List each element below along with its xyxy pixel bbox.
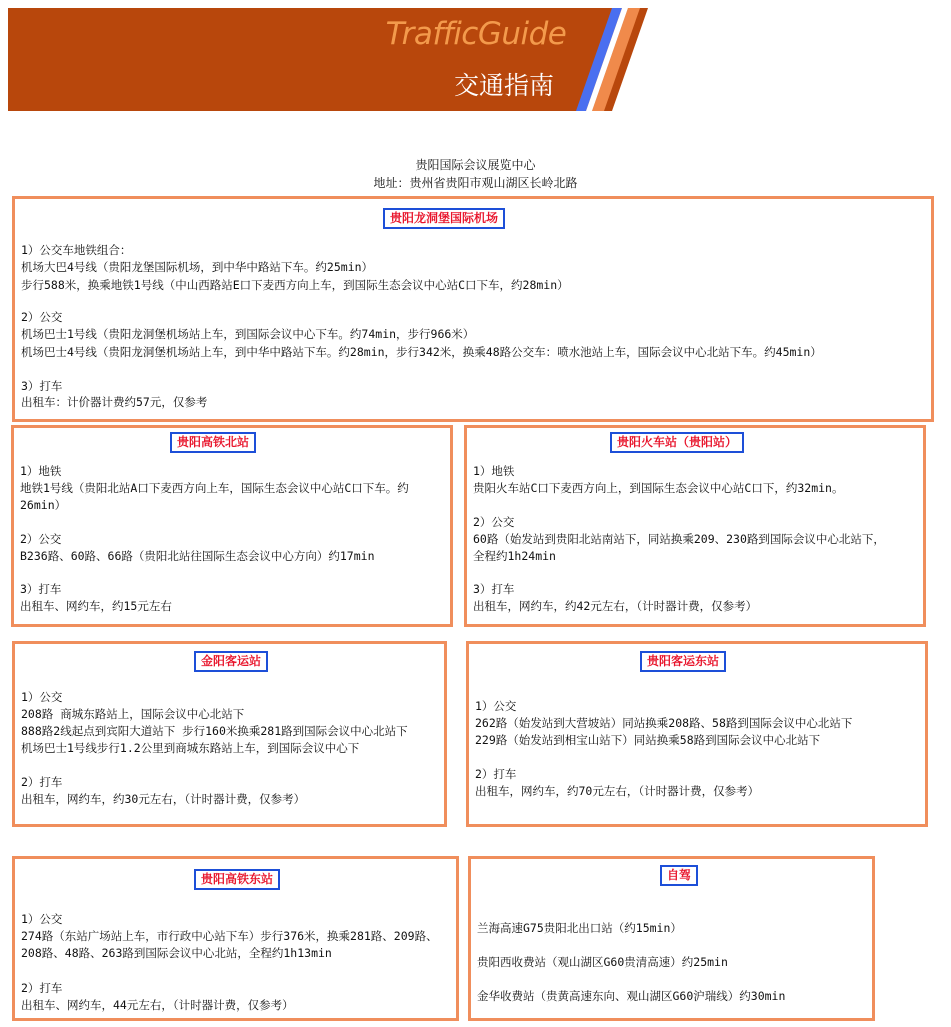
hsr-east-line: 274路（东站广场站上车，市行政中心站下车）步行376米，换乘281路、209路、	[21, 929, 438, 943]
airport-line: 1）公交车地铁组合：	[21, 243, 132, 257]
section-title-hsr-east: 贵阳高铁东站	[194, 869, 280, 890]
airport-line: 步行588米，换乘地铁1号线（中山西路站E口下麦西方向上车，到国际生态会议中心站C口下车，约28min）	[21, 278, 569, 292]
train-station-line: 3）打车	[473, 582, 515, 596]
hsr-north-line: B236路、60路、66路（贵阳北站往国际生态会议中心方向）约17min	[20, 549, 375, 563]
jinyang-bus-line: 888路2线起点到宾阳大道站下 步行160米换乘281路到国际会议中心北站下	[21, 724, 408, 738]
section-self-drive	[468, 856, 875, 1021]
east-bus-line: 2）打车	[475, 767, 517, 781]
train-station-line: 1）地铁	[473, 464, 515, 478]
hsr-north-line: 地铁1号线（贵阳北站A口下麦西方向上车，国际生态会议中心站C口下车。约	[20, 481, 409, 495]
jinyang-bus-line: 208路 商城东路站上，国际会议中心北站下	[21, 707, 245, 721]
airport-line: 机场大巴4号线（贵阳龙堡国际机场，到中华中路站下车。约25min）	[21, 260, 374, 274]
section-jinyang-bus	[12, 641, 447, 827]
section-title-east-bus: 贵阳客运东站	[640, 651, 726, 672]
hsr-north-line: 3）打车	[20, 582, 62, 596]
train-station-line: 全程约1h24min	[473, 549, 556, 563]
hsr-east-line: 出租车、网约车，44元左右，（计时器计费，仅参考）	[21, 998, 294, 1012]
section-title-airport: 贵阳龙洞堡国际机场	[383, 208, 505, 229]
venue-address: 地址：贵州省贵阳市观山湖区长岭北路	[373, 176, 578, 190]
hsr-east-line: 208路、48路、263路到国际会议中心北站，全程约1h13min	[21, 946, 332, 960]
hsr-north-line: 2）公交	[20, 532, 62, 546]
banner-title-en: TrafficGuide	[385, 16, 567, 52]
airport-line: 2）公交	[21, 310, 63, 324]
jinyang-bus-line: 机场巴士1号线步行1.2公里到商城东路站上车，到国际会议中心下	[21, 741, 360, 755]
section-title-jinyang-bus: 金阳客运站	[194, 651, 268, 672]
section-east-bus	[466, 641, 928, 827]
section-title-hsr-north: 贵阳高铁北站	[170, 432, 256, 453]
jinyang-bus-line: 出租车，网约车，约30元左右，（计时器计费，仅参考）	[21, 792, 306, 806]
jinyang-bus-line: 1）公交	[21, 690, 63, 704]
section-airport	[12, 196, 934, 422]
venue-name: 贵阳国际会议展览中心	[415, 158, 536, 172]
train-station-line: 60路（始发站到贵阳北站南站下，同站换乘209、230路到国际会议中心北站下，	[473, 532, 885, 546]
hsr-north-line: 出租车、网约车，约15元左右	[20, 599, 172, 613]
east-bus-line: 出租车，网约车，约70元左右，（计时器计费，仅参考）	[475, 784, 760, 798]
self-drive-line: 贵阳西收费站（观山湖区G60贵清高速）约25min	[477, 955, 728, 969]
section-title-self-drive: 自驾	[660, 865, 698, 886]
train-station-line: 出租车，网约车，约42元左右，（计时器计费，仅参考）	[473, 599, 758, 613]
east-bus-line: 262路（始发站到大营坡站）同站换乘208路、58路到国际会议中心北站下	[475, 716, 853, 730]
header-banner	[8, 8, 648, 111]
self-drive-line: 金华收费站（贵黄高速东向、观山湖区G60沪瑞线）约30min	[477, 989, 786, 1003]
self-drive-line: 兰海高速G75贵阳北出口站（约15min）	[477, 921, 682, 935]
hsr-east-line: 2）打车	[21, 981, 63, 995]
train-station-line: 贵阳火车站C口下麦西方向上，到国际生态会议中心站C口下，约32min。	[473, 481, 844, 495]
banner-title-cn: 交通指南	[453, 71, 554, 100]
airport-line: 机场巴士4号线（贵阳龙洞堡机场站上车，到中华中路站下车。约28min，步行342米，换乘48路公交车：喷水池站上车，国际会议中心北站下车。约45min）	[21, 345, 822, 359]
hsr-north-line: 26min）	[20, 498, 67, 512]
section-hsr-east	[12, 856, 459, 1021]
section-title-train-station: 贵阳火车站（贵阳站）	[610, 432, 744, 453]
airport-line: 机场巴士1号线（贵阳龙洞堡机场站上车，到国际会议中心下车。约74min，步行966米）	[21, 327, 475, 341]
airport-line: 出租车：计价器计费约57元，仅参考	[21, 395, 208, 409]
hsr-east-line: 1）公交	[21, 912, 63, 926]
airport-line: 3）打车	[21, 379, 63, 393]
jinyang-bus-line: 2）打车	[21, 775, 63, 789]
section-train-station	[464, 425, 926, 627]
section-hsr-north	[11, 425, 453, 627]
train-station-line: 2）公交	[473, 515, 515, 529]
east-bus-line: 229路（始发站到相宝山站下）同站换乘58路到国际会议中心北站下	[475, 733, 821, 747]
east-bus-line: 1）公交	[475, 699, 517, 713]
hsr-north-line: 1）地铁	[20, 464, 62, 478]
